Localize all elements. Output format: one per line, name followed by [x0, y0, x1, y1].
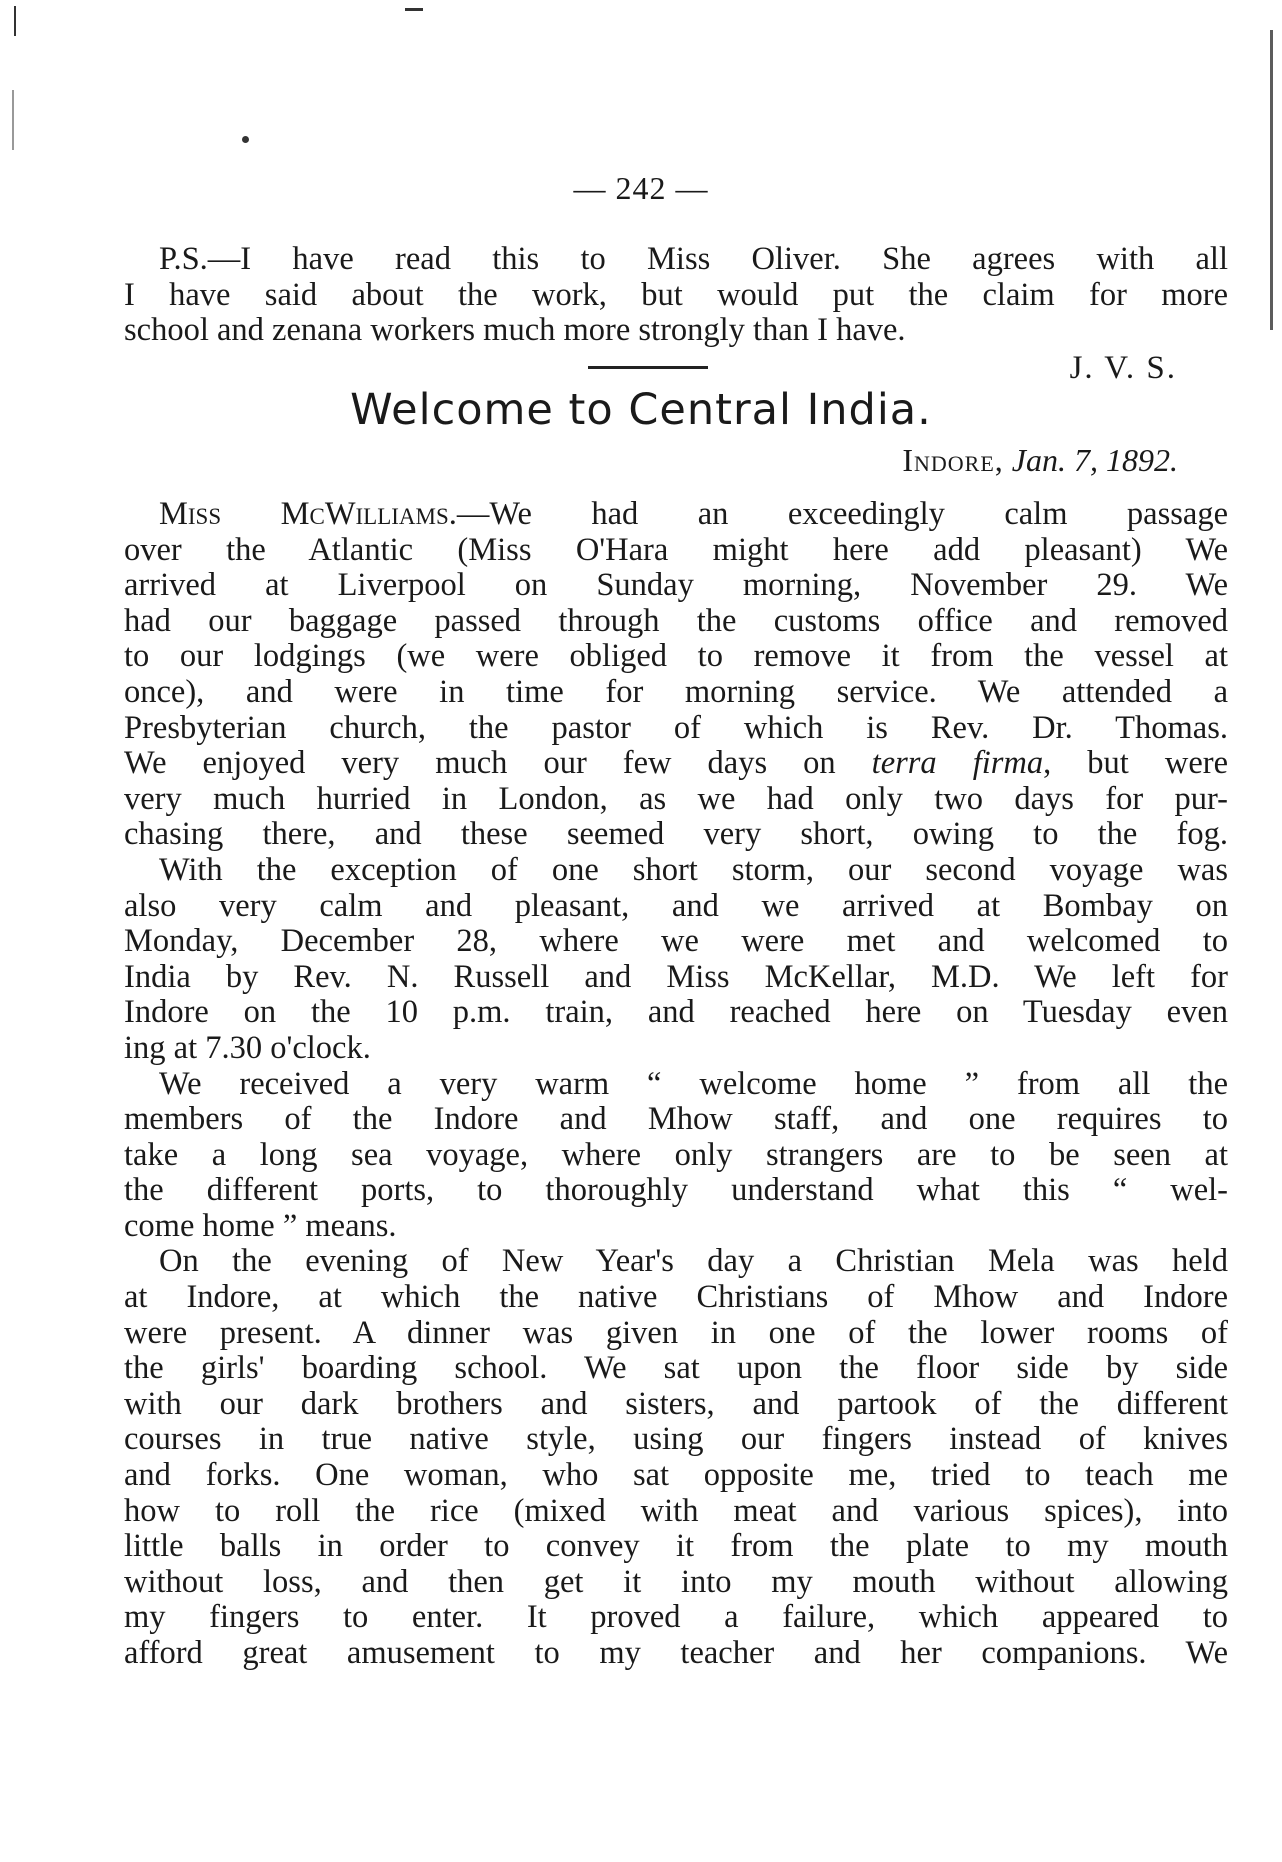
body-line: On the evening of New Year's day a Christian Mela was held [159, 1244, 1228, 1280]
article-title: Welcome to Central India. [350, 385, 932, 435]
postscript-line: P.S.—I have read this to Miss Oliver. She agrees with all [159, 242, 1228, 277]
body-line: very much hurried in London, as we had only two days for pur- [124, 781, 1228, 817]
body-line: arrived at Liverpool on Sunday morning, November 29. We [124, 568, 1228, 604]
postscript-line: school and zenana workers much more strongly than I have. [124, 313, 906, 349]
body-line: ing at 7.30 o'clock. [124, 1030, 371, 1066]
page-number: — 242 — [573, 170, 709, 206]
top-dash-mark [405, 8, 423, 11]
body-text: —We had an exceedingly calm passage [456, 497, 1228, 532]
body-line: the different ports, to thoroughly understand what this “ wel- [124, 1173, 1228, 1209]
body-line: We received a very warm “ welcome home ” from all the [159, 1066, 1228, 1102]
section-divider [588, 366, 708, 369]
dateline-place: Indore, [902, 442, 1004, 478]
left-margin-mark [12, 90, 14, 150]
body-line [124, 497, 1228, 533]
body-line: afford great amusement to my teacher and her companions. We [124, 1636, 1228, 1671]
italic-phrase: terra firma [871, 746, 1044, 782]
body-line: had our baggage passed through the customs office and removed [124, 603, 1228, 639]
body-line: without loss, and then get it into my mouth without allowing [124, 1564, 1228, 1600]
body-line: come home ” means. [124, 1208, 397, 1244]
body-line: at Indore, at which the native Christians of Mhow and Indore [124, 1280, 1228, 1316]
postscript [124, 242, 1228, 349]
signature-initials: J. V. S. [1069, 350, 1177, 386]
dot-mark [242, 136, 249, 143]
body-text: We enjoyed very much our few days on [124, 746, 872, 782]
body-line: also very calm and pleasant, and we arrived at Bombay on [124, 888, 1228, 924]
body-text: , but were [1043, 746, 1228, 782]
body-line: chasing there, and these seemed very short, owing to the fog. [124, 817, 1228, 853]
body-line: my fingers to enter. It proved a failure, which appeared to [124, 1600, 1228, 1636]
body-line: little balls in order to convey it from the plate to my mouth [124, 1529, 1228, 1565]
body-line: courses in true native style, using our fingers instead of knives [124, 1422, 1228, 1458]
postscript-line: I have said about the work, but would put the claim for more [124, 277, 1228, 313]
body-line: members of the Indore and Mhow staff, and one requires to [124, 1102, 1228, 1138]
body-line: the girls' boarding school. We sat upon the floor side by side [124, 1351, 1228, 1387]
body-line: Indore on the 10 p.m. train, and reached here on Tuesday even [124, 995, 1228, 1031]
body-line: once), and were in time for morning service. We attended a [124, 674, 1228, 710]
body-line: India by Rev. N. Russell and Miss McKellar, M.D. We left for [124, 959, 1228, 995]
body-line: With the exception of one short storm, our second voyage was [159, 852, 1228, 888]
dateline [902, 442, 1178, 479]
body-line [124, 746, 1228, 782]
body-line: take a long sea voyage, where only strangers are to be seen at [124, 1137, 1228, 1173]
body-line: with our dark brothers and sisters, and partook of the different [124, 1386, 1228, 1422]
article-body [124, 497, 1228, 1672]
body-line: over the Atlantic (Miss O'Hara might here add pleasant) We [124, 532, 1228, 568]
body-line: Monday, December 28, where we were met and welcomed to [124, 924, 1228, 960]
body-line: Presbyterian church, the pastor of which is Rev. Dr. Thomas. [124, 710, 1228, 746]
dateline-date: Jan. 7, 1892. [1011, 442, 1178, 478]
body-line: how to roll the rice (mixed with meat and various spices), into [124, 1493, 1228, 1529]
salutation: Miss McWilliams. [159, 497, 457, 532]
left-margin-mark [14, 6, 16, 36]
body-line: and forks. One woman, who sat opposite me, tried to teach me [124, 1458, 1228, 1494]
body-line: to our lodgings (we were obliged to remove it from the vessel at [124, 639, 1228, 675]
body-line: were present. A dinner was given in one of the lower rooms of [124, 1315, 1228, 1351]
